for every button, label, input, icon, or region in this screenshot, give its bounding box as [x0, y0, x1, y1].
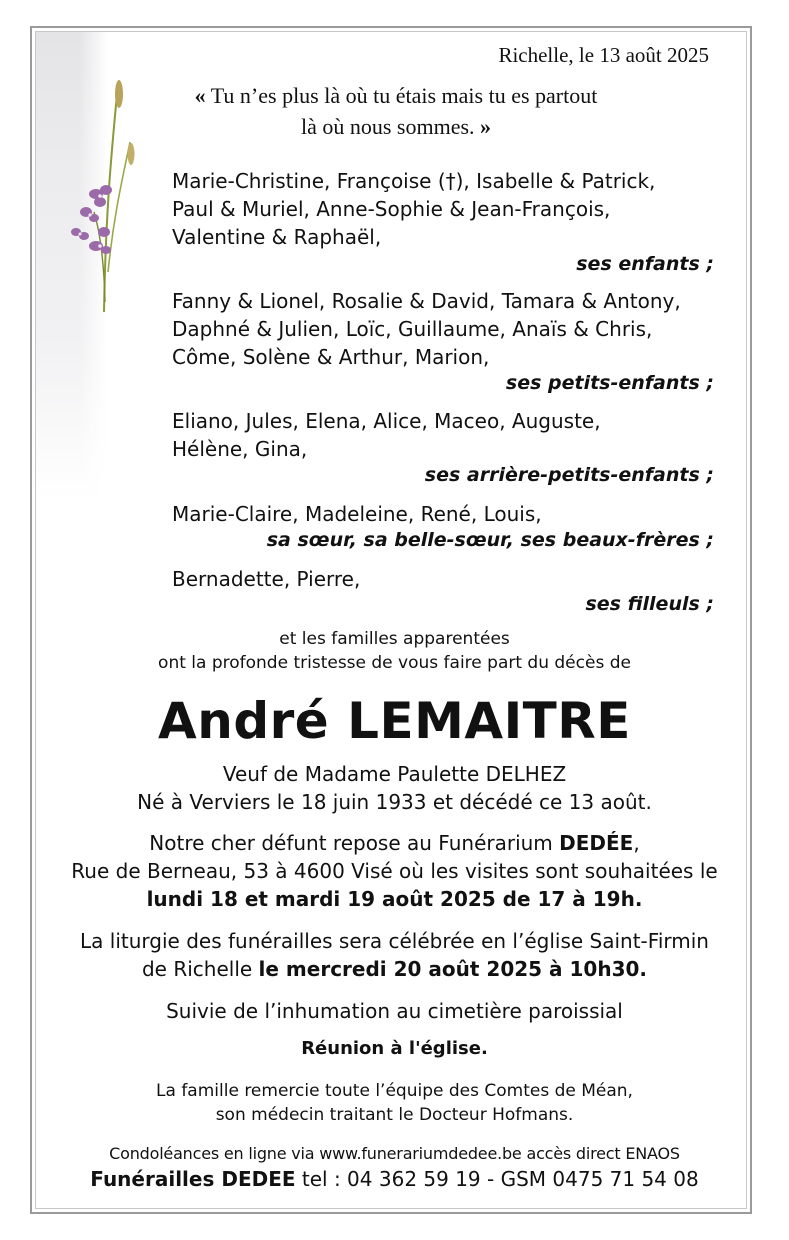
phone-numbers: tel : 04 362 59 19 - GSM 0475 71 54 08 [295, 1167, 699, 1191]
family-siblings-names: Marie-Claire, Madeleine, René, Louis, [172, 502, 542, 526]
company-name: Funérailles DEDEE [90, 1167, 296, 1191]
announcement: et les familles apparentées ont la profonde tristesse de vous faire part du décès de [158, 629, 631, 673]
meeting-info: Réunion à l'église. [301, 1038, 488, 1059]
family-great-grandchildren-role: ses arrière-petits-enfants ; [424, 464, 714, 486]
family-children-role: ses enfants ; [576, 253, 714, 275]
quote-line-1: « Tu n’es plus là où tu étais mais tu es partout [194, 83, 598, 108]
family-siblings-role: sa sœur, sa belle-sœur, ses beaux-frères ; [266, 529, 714, 551]
date-line: Richelle, le 13 août 2025 [498, 43, 709, 67]
liturgy-info: La liturgie des funérailles sera célébrée en l’église Saint-Firmin de Richelle le mercredi 20 août 2025 à 10h30. [80, 929, 709, 981]
funerarium-line-1: Notre cher défunt repose au Funérarium DEDÉE, [149, 831, 640, 855]
quote [0, 80, 789, 142]
family-grandchildren-role: ses petits-enfants ; [505, 372, 714, 394]
deceased-name: André LEMAITRE [158, 692, 631, 750]
family-godchildren-role: ses filleuls ; [585, 593, 714, 615]
thanks: La famille remercie toute l’équipe des Comtes de Méan, son médecin traitant le Docteur Hofmans. [156, 1081, 633, 1125]
deceased-details: Veuf de Madame Paulette DELHEZ Né à Verviers le 18 juin 1933 et décédé ce 13 août. [137, 762, 652, 814]
condolences-line: Condoléances en ligne via www.funerariumdedee.be accès direct ENAOS [109, 1144, 680, 1163]
burial-info: Suivie de l’inhumation au cimetière paroissial [166, 999, 623, 1023]
quote-line-2: là où nous sommes. » [300, 114, 492, 139]
contact-line [0, 1167, 789, 1191]
family-godchildren-names: Bernadette, Pierre, [172, 567, 361, 591]
funerarium-info: Notre cher défunt repose au Funérarium DEDÉE, Rue de Berneau, 53 à 4600 Visé où les visites sont souhaitées le lundi 18 et mardi 19 août 2025 de 17 à 19h. [0, 829, 789, 913]
family-grandchildren-names: Fanny & Lionel, Rosalie & David, Tamara & Antony, Daphné & Julien, Loïc, Guillaume, Anaïs & Chris, Côme, Solène & Arthur, Marion, [172, 289, 681, 369]
family-children-names: Marie-Christine, Françoise (†), Isabelle & Patrick, Paul & Muriel, Anne-Sophie & Jean-François, Valentine & Raphaël, [172, 169, 656, 249]
family-great-grandchildren-names: Eliano, Jules, Elena, Alice, Maceo, Auguste, Hélène, Gina, [172, 409, 601, 461]
